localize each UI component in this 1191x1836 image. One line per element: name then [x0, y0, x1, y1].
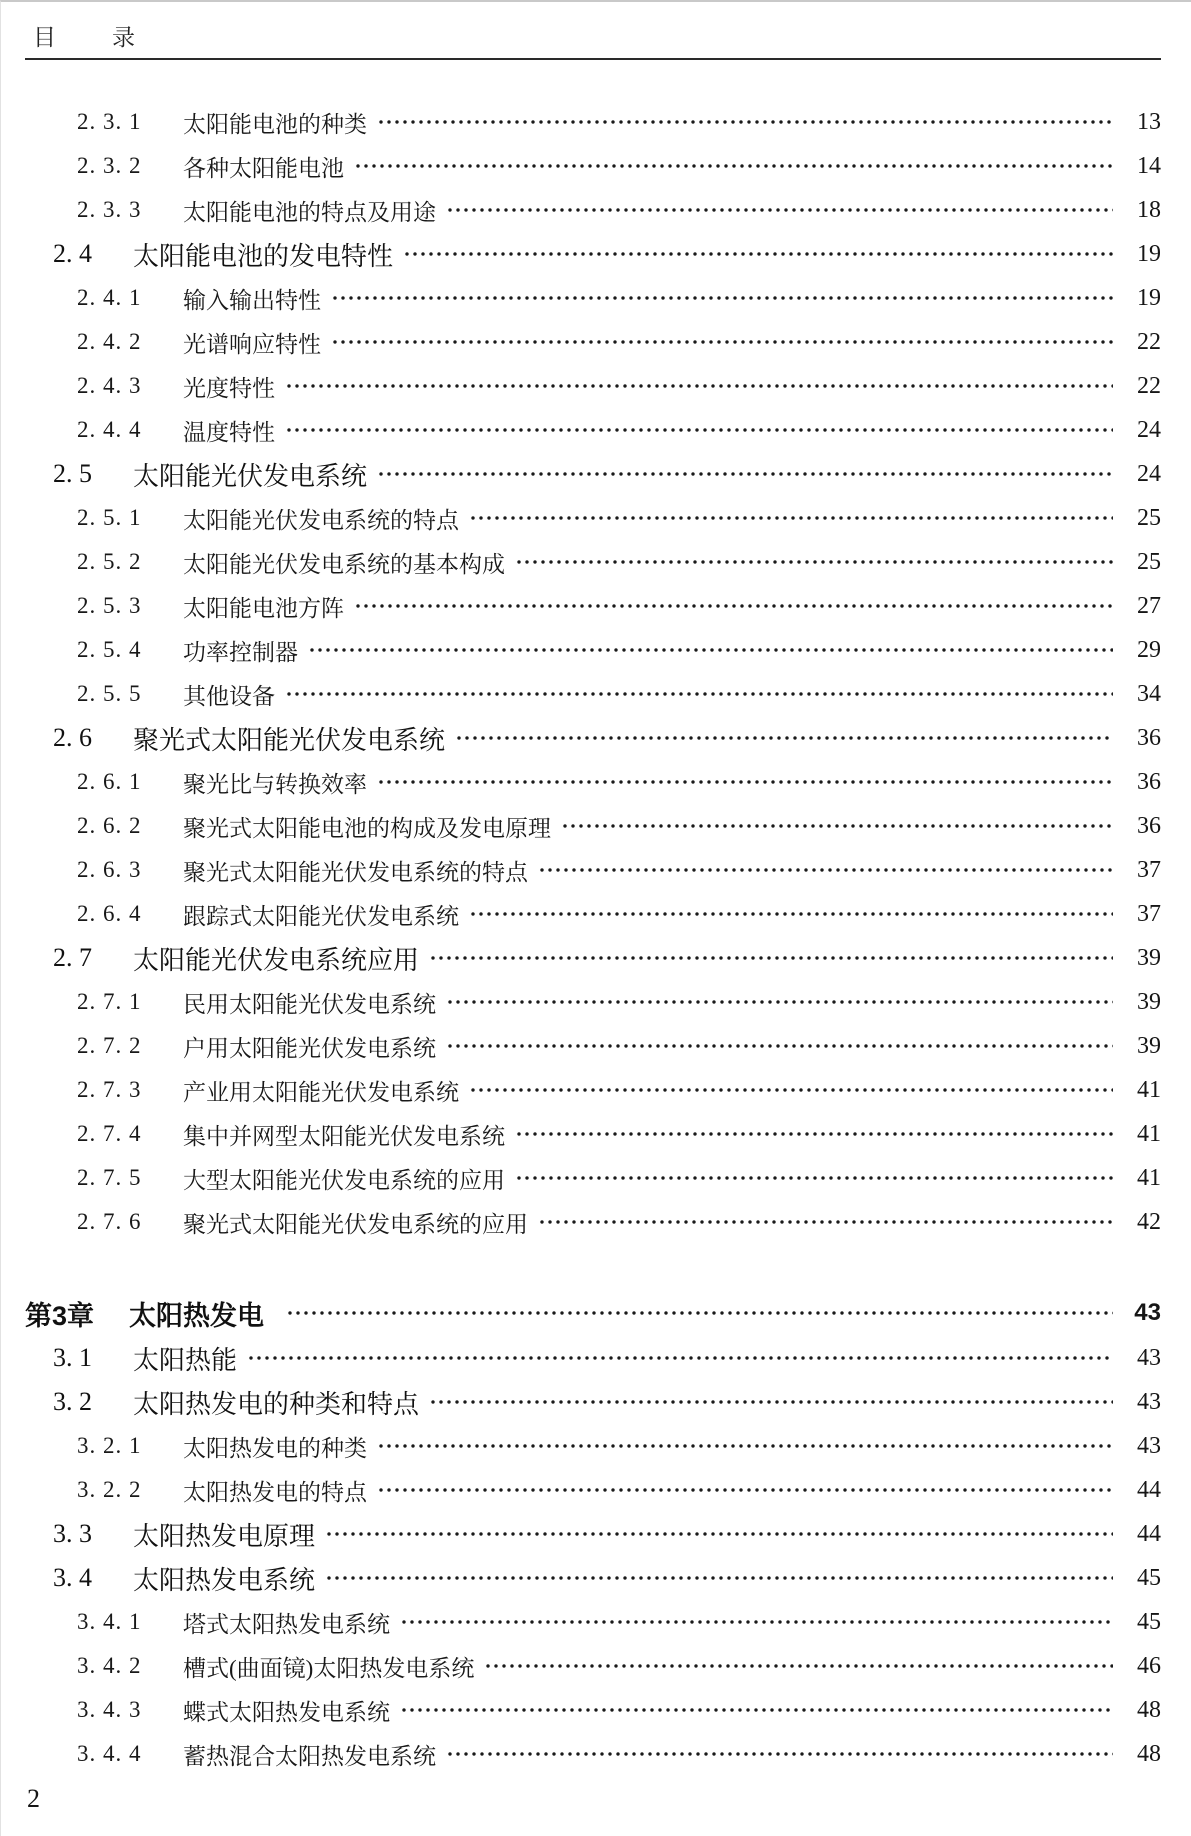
dot-leader — [308, 628, 1113, 672]
toc-entry-title: 蝶式太阳热发电系统 — [183, 1699, 390, 1725]
toc-entry-title: 聚光式太阳能光伏发电系统的应用 — [183, 1211, 528, 1237]
dot-leader — [377, 760, 1113, 804]
toc-entry-page: 19 — [1137, 284, 1161, 311]
dot-leader — [538, 848, 1113, 892]
toc-entry-number: 2. 6. 2 — [77, 813, 142, 838]
toc-entry-page: 13 — [1137, 108, 1161, 135]
toc-entry — [25, 540, 1161, 584]
toc-entry-title: 温度特性 — [183, 419, 275, 445]
dot-leader — [484, 1644, 1113, 1688]
running-head-char-mu: 目 — [33, 24, 56, 50]
toc-entry-title: 太阳能光伏发电系统的特点 — [183, 507, 459, 533]
toc-entry-page: 43 — [1137, 1344, 1161, 1371]
toc-entry-number: 3. 4 — [53, 1563, 92, 1592]
toc-entry-number: 3. 2 — [53, 1387, 92, 1416]
dot-leader — [446, 1024, 1113, 1068]
toc-entry-title: 太阳热发电原理 — [133, 1521, 316, 1551]
toc-entry-number: 2. 5. 3 — [77, 593, 142, 618]
toc-entry — [25, 1380, 1161, 1424]
toc-entry-title: 太阳热发电的种类和特点 — [133, 1389, 420, 1419]
toc-entry-number: 2. 7. 5 — [77, 1165, 142, 1190]
toc-entry — [25, 496, 1161, 540]
toc-entry — [25, 1068, 1161, 1112]
toc-entry-number: 2. 5 — [53, 459, 92, 488]
toc-entry — [25, 232, 1161, 276]
dot-leader — [515, 540, 1113, 584]
toc-entry-title: 民用太阳能光伏发电系统 — [183, 991, 436, 1017]
toc-entry-page: 27 — [1137, 592, 1161, 619]
toc-entry — [25, 936, 1161, 980]
toc-entry — [25, 1024, 1161, 1068]
toc-entry-page: 37 — [1137, 900, 1161, 927]
toc-entry-page: 34 — [1137, 680, 1161, 707]
toc-entry-number: 3. 4. 3 — [77, 1697, 142, 1722]
toc-entry-page: 39 — [1137, 944, 1161, 971]
toc-entry-title: 太阳热发电的种类 — [183, 1435, 367, 1461]
toc-entry-number: 3. 2. 1 — [77, 1433, 142, 1458]
toc-entry-title: 槽式(曲面镜)太阳热发电系统 — [183, 1655, 475, 1681]
toc-entry — [25, 584, 1161, 628]
toc-entry-title: 聚光式太阳能光伏发电系统 — [133, 725, 446, 755]
toc-entry — [25, 1290, 1161, 1336]
toc-entry-page: 36 — [1137, 812, 1161, 839]
dot-leader — [331, 320, 1113, 364]
toc-entry-number: 2. 6. 1 — [77, 769, 142, 794]
running-head — [25, 18, 1161, 52]
dot-leader — [469, 496, 1113, 540]
toc-entry-title: 太阳能电池的发电特性 — [133, 241, 394, 271]
toc-entry-number: 3. 2. 2 — [77, 1477, 142, 1502]
toc-entry-number: 2. 3. 2 — [77, 153, 142, 178]
dot-leader — [561, 804, 1113, 848]
toc-entry — [25, 980, 1161, 1024]
toc-entry-number: 2. 5. 1 — [77, 505, 142, 530]
toc-entry — [25, 848, 1161, 892]
toc-entry-number: 3. 4. 4 — [77, 1741, 142, 1766]
toc-entry — [25, 188, 1161, 232]
toc-entry-number: 2. 5. 2 — [77, 549, 142, 574]
toc-list — [25, 100, 1161, 1776]
toc-entry-page: 22 — [1137, 328, 1161, 355]
toc-entry-title: 太阳热发电的特点 — [183, 1479, 367, 1505]
toc-entry — [25, 672, 1161, 716]
toc-entry — [25, 364, 1161, 408]
toc-entry — [25, 892, 1161, 936]
dot-leader — [515, 1156, 1113, 1200]
running-head-char-lu: 录 — [112, 24, 135, 50]
toc-entry-number: 2. 4. 1 — [77, 285, 142, 310]
dot-leader — [515, 1112, 1113, 1156]
toc-entry-page: 29 — [1137, 636, 1161, 663]
toc-entry — [25, 1732, 1161, 1776]
toc-entry-title: 产业用太阳能光伏发电系统 — [183, 1079, 459, 1105]
toc-entry-title: 太阳热发电 — [129, 1300, 264, 1331]
toc-entry-page: 36 — [1137, 768, 1161, 795]
toc-entry-number: 2. 7. 4 — [77, 1121, 142, 1146]
toc-entry — [25, 320, 1161, 364]
toc-entry — [25, 716, 1161, 760]
toc-entry-number: 2. 7. 6 — [77, 1209, 142, 1234]
toc-entry-number: 2. 6. 3 — [77, 857, 142, 882]
toc-entry-title: 大型太阳能光伏发电系统的应用 — [183, 1167, 505, 1193]
toc-entry-title: 聚光式太阳能光伏发电系统的特点 — [183, 859, 528, 885]
toc-entry-page: 48 — [1137, 1740, 1161, 1767]
dot-leader — [247, 1336, 1113, 1380]
toc-entry-title: 太阳能光伏发电系统 — [133, 461, 368, 491]
dot-leader — [354, 144, 1113, 188]
toc-entry-page: 37 — [1137, 856, 1161, 883]
toc-entry — [25, 1156, 1161, 1200]
toc-entry-title: 功率控制器 — [183, 639, 298, 665]
dot-leader — [331, 276, 1113, 320]
toc-entry-number: 3. 1 — [53, 1343, 92, 1372]
dot-leader — [403, 232, 1113, 276]
toc-entry-number: 2. 4. 4 — [77, 417, 142, 442]
header-rule — [25, 58, 1161, 60]
toc-entry-number: 3. 4. 1 — [77, 1609, 142, 1634]
page-number-folio: 2 — [27, 1784, 40, 1813]
toc-entry-page: 43 — [1137, 1388, 1161, 1415]
toc-entry-title: 塔式太阳热发电系统 — [183, 1611, 390, 1637]
toc-entry-number: 2. 3. 1 — [77, 109, 142, 134]
toc-entry-page: 42 — [1137, 1208, 1161, 1235]
dot-leader — [446, 188, 1113, 232]
dot-leader — [469, 1068, 1113, 1112]
toc-entry-number: 2. 7. 1 — [77, 989, 142, 1014]
dot-leader — [285, 408, 1113, 452]
toc-entry-page: 45 — [1137, 1608, 1161, 1635]
toc-entry — [25, 760, 1161, 804]
toc-entry-number: 2. 4. 3 — [77, 373, 142, 398]
dot-leader — [469, 892, 1113, 936]
toc-entry-title: 太阳热发电系统 — [133, 1565, 316, 1595]
toc-entry-title: 太阳能光伏发电系统的基本构成 — [183, 551, 505, 577]
toc-entry — [25, 1468, 1161, 1512]
dot-leader — [400, 1688, 1113, 1732]
toc-entry-number: 3. 4. 2 — [77, 1653, 142, 1678]
toc-entry-title: 太阳热能 — [133, 1345, 238, 1375]
toc-entry-title: 太阳能电池方阵 — [183, 595, 344, 621]
toc-entry-page: 36 — [1137, 724, 1161, 751]
toc-entry — [25, 1644, 1161, 1688]
toc-entry-page: 19 — [1137, 240, 1161, 267]
toc-entry-title: 太阳能光伏发电系统应用 — [133, 945, 420, 975]
toc-entry — [25, 100, 1161, 144]
toc-entry — [25, 628, 1161, 672]
dot-leader — [446, 1732, 1113, 1776]
toc-entry-number: 2. 7. 3 — [77, 1077, 142, 1102]
dot-leader — [429, 1380, 1113, 1424]
toc-entry-title: 其他设备 — [183, 683, 275, 709]
toc-entry — [25, 1200, 1161, 1244]
toc-entry-page: 41 — [1137, 1076, 1161, 1103]
dot-leader — [446, 980, 1113, 1024]
toc-entry-page: 46 — [1137, 1652, 1161, 1679]
toc-entry-title: 太阳能电池的种类 — [183, 111, 367, 137]
toc-entry-title: 输入输出特性 — [183, 287, 321, 313]
dot-leader — [377, 100, 1113, 144]
toc-entry-page: 25 — [1137, 504, 1161, 531]
dot-leader — [455, 716, 1113, 760]
toc-entry — [25, 1424, 1161, 1468]
toc-entry-page: 25 — [1137, 548, 1161, 575]
toc-entry-title: 聚光比与转换效率 — [183, 771, 367, 797]
toc-entry — [25, 1600, 1161, 1644]
dot-leader — [429, 936, 1113, 980]
dot-leader — [400, 1600, 1113, 1644]
dot-leader — [285, 364, 1113, 408]
toc-entry-page: 45 — [1137, 1564, 1161, 1591]
dot-leader — [377, 452, 1113, 496]
toc-entry-page: 39 — [1137, 1032, 1161, 1059]
toc-page — [1, 2, 1191, 1814]
toc-entry-number: 3. 3 — [53, 1519, 92, 1548]
toc-entry-number: 2. 3. 3 — [77, 197, 142, 222]
toc-entry — [25, 1112, 1161, 1156]
toc-entry-number: 2. 4. 2 — [77, 329, 142, 354]
toc-entry — [25, 1512, 1161, 1556]
toc-entry-number: 2. 5. 4 — [77, 637, 142, 662]
dot-leader — [286, 1290, 1113, 1336]
toc-entry-number: 2. 6 — [53, 723, 92, 752]
toc-entry-number: 2. 7. 2 — [77, 1033, 142, 1058]
toc-entry — [25, 276, 1161, 320]
toc-entry-number: 2. 4 — [53, 239, 92, 268]
toc-entry-number: 2. 5. 5 — [77, 681, 142, 706]
toc-entry-page: 24 — [1137, 460, 1161, 487]
toc-entry-page: 48 — [1137, 1696, 1161, 1723]
toc-entry-page: 43 — [1134, 1299, 1161, 1326]
dot-leader — [325, 1556, 1113, 1600]
toc-entry-number: 2. 6. 4 — [77, 901, 142, 926]
toc-entry-title: 光谱响应特性 — [183, 331, 321, 357]
toc-entry — [25, 452, 1161, 496]
toc-entry-number: 第3章 — [25, 1300, 95, 1331]
toc-entry-number: 2. 7 — [53, 943, 92, 972]
toc-entry — [25, 1556, 1161, 1600]
toc-entry-title: 聚光式太阳能电池的构成及发电原理 — [183, 815, 551, 841]
toc-entry-page: 22 — [1137, 372, 1161, 399]
dot-leader — [285, 672, 1113, 716]
toc-entry-page: 43 — [1137, 1432, 1161, 1459]
toc-entry-page: 39 — [1137, 988, 1161, 1015]
toc-entry-title: 集中并网型太阳能光伏发电系统 — [183, 1123, 505, 1149]
toc-entry-title: 光度特性 — [183, 375, 275, 401]
toc-entry-title: 蓄热混合太阳热发电系统 — [183, 1743, 436, 1769]
toc-entry-title: 太阳能电池的特点及用途 — [183, 199, 436, 225]
dot-leader — [325, 1512, 1113, 1556]
dot-leader — [377, 1424, 1113, 1468]
toc-entry-page: 18 — [1137, 196, 1161, 223]
dot-leader — [354, 584, 1113, 628]
toc-entry-page: 41 — [1137, 1120, 1161, 1147]
toc-entry — [25, 1336, 1161, 1380]
dot-leader — [377, 1468, 1113, 1512]
toc-entry-title: 各种太阳能电池 — [183, 155, 344, 181]
toc-entry — [25, 1688, 1161, 1732]
toc-entry — [25, 804, 1161, 848]
toc-entry-page: 41 — [1137, 1164, 1161, 1191]
toc-entry-title: 户用太阳能光伏发电系统 — [183, 1035, 436, 1061]
toc-entry-title: 跟踪式太阳能光伏发电系统 — [183, 903, 459, 929]
dot-leader — [538, 1200, 1113, 1244]
toc-entry-page: 44 — [1137, 1520, 1161, 1547]
toc-entry — [25, 144, 1161, 188]
toc-entry-page: 14 — [1137, 152, 1161, 179]
toc-entry-page: 44 — [1137, 1476, 1161, 1503]
toc-entry — [25, 408, 1161, 452]
toc-entry-page: 24 — [1137, 416, 1161, 443]
